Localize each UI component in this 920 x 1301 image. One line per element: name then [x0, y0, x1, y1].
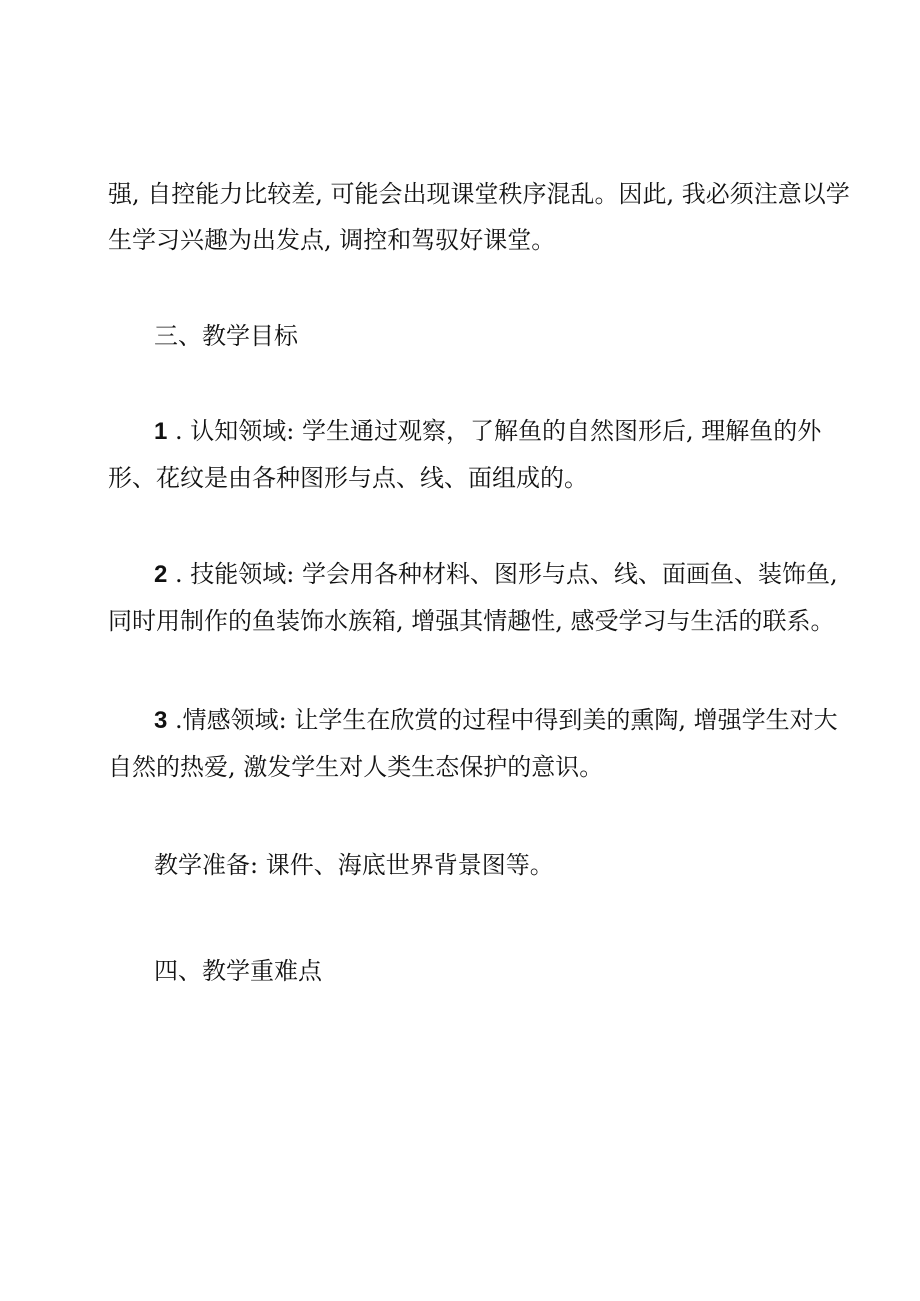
goal-3-first-line [108, 697, 838, 744]
intro-paragraph [108, 171, 850, 263]
teaching-preparation: 教学准备: 课件、海底世界背景图等。 [154, 851, 554, 879]
goal-3-number: 3 [154, 707, 168, 734]
intro-line-2: 生学习兴趣为出发点, 调控和驾驭好课堂。 [108, 226, 556, 254]
section-heading-key-difficulties: 四、教学重难点 [154, 957, 322, 985]
goal-1-second-line: 形、花纹是由各种图形与点、线、面组成的。 [108, 464, 588, 492]
goal-2-number: 2 [154, 561, 168, 588]
goal-item-2 [108, 551, 838, 644]
goal-item-1 [108, 408, 822, 501]
goal-item-3 [108, 697, 838, 790]
goal-3-second-line: 自然的热爱, 激发学生对人类生态保护的意识。 [108, 753, 604, 781]
goal-2-first-line [108, 551, 838, 598]
section-heading-teaching-goals: 三、教学目标 [154, 322, 298, 350]
goal-3-text: .情感领域: 让学生在欣赏的过程中得到美的熏陶, 增强学生对大 [167, 706, 838, 734]
goal-2-second-line: 同时用制作的鱼装饰水族箱, 增强其情趣性, 感受学习与生活的联系。 [108, 607, 835, 635]
goal-1-first-line [108, 408, 822, 455]
intro-line-1: 强, 自控能力比较差, 可能会出现课堂秩序混乱。因此, 我必须注意以学 [108, 180, 850, 208]
goal-1-number: 1 [154, 418, 168, 445]
goal-2-text: . 技能领域: 学会用各种材料、图形与点、线、面画鱼、装饰鱼, [167, 560, 838, 588]
goal-1-text: . 认知领域: 学生通过观察，了解鱼的自然图形后, 理解鱼的外 [167, 417, 822, 445]
